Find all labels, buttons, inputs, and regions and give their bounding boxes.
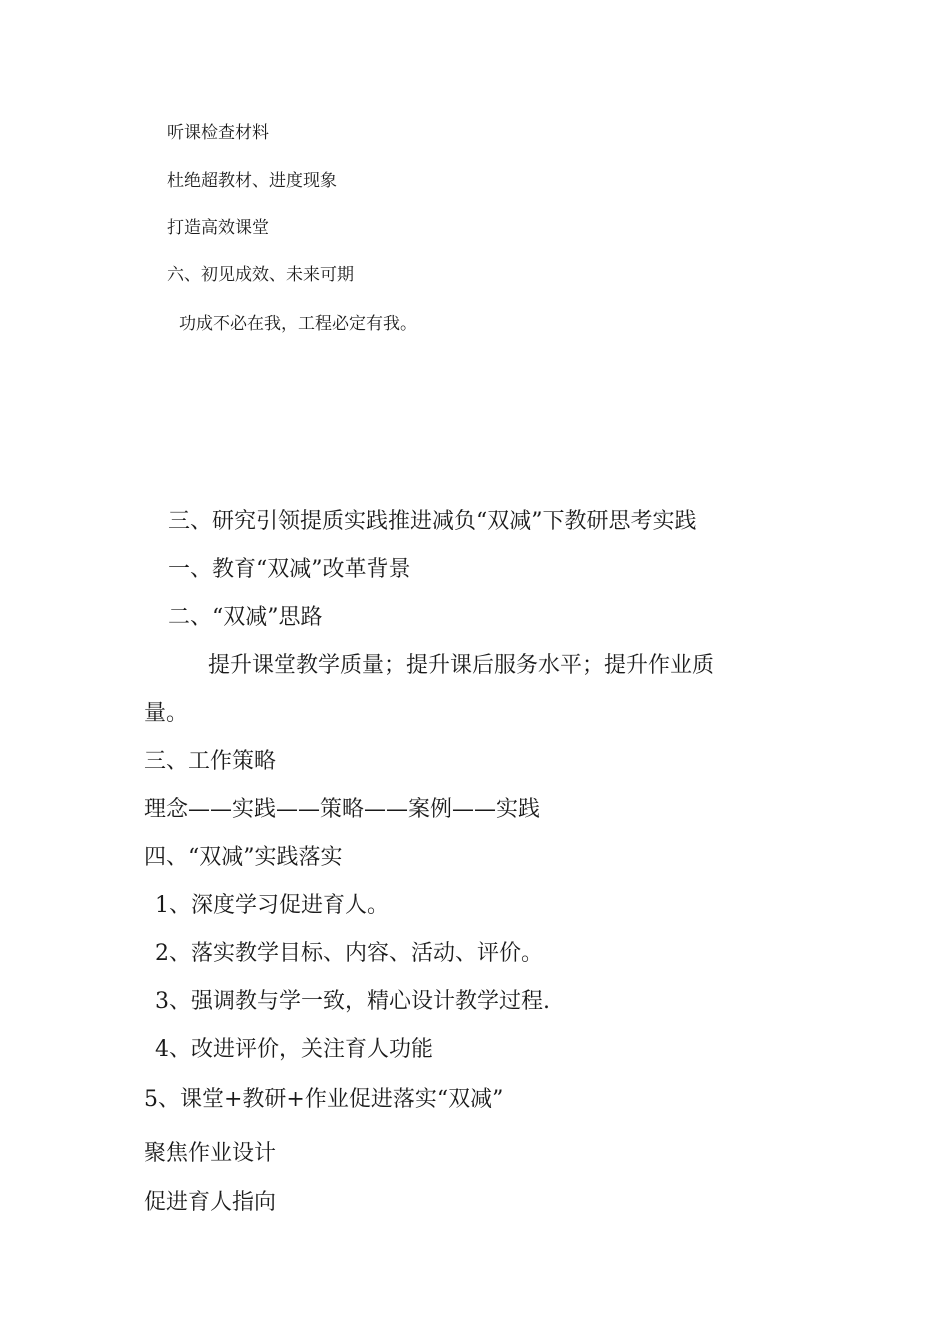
list-item: 3、强调教与学一致，精心设计教学过程.	[155, 989, 550, 1014]
list-item: 5、课堂+教研+作业促进落实“双减”	[144, 1087, 504, 1112]
section-heading: 一、教育“双减”改革背景	[168, 557, 411, 582]
list-item: 4、改进评价，关注育人功能	[155, 1037, 433, 1062]
text-line: 听课检查材料	[167, 123, 269, 143]
section-heading: 二、“双减”思路	[168, 605, 323, 630]
text-line: 打造高效课堂	[167, 218, 269, 238]
section-title: 三、研究引领提质实践推进减负“双减”下教研思考实践	[168, 509, 697, 534]
paragraph-text: 提升课堂教学质量；提升课后服务水平；提升作业质	[208, 653, 715, 678]
text-line: 功成不必在我，工程必定有我。	[179, 314, 417, 334]
section-heading: 三、工作策略	[144, 749, 277, 774]
text-line: 促进育人指向	[144, 1190, 277, 1215]
text-line: 杜绝超教材、进度现象	[167, 171, 337, 191]
paragraph-text: 量。	[144, 701, 189, 726]
section-heading: 四、“双减”实践落实	[144, 845, 343, 870]
list-item: 1、深度学习促进育人。	[155, 893, 389, 918]
section-heading: 六、初见成效、未来可期	[167, 265, 354, 285]
list-item: 2、落实教学目标、内容、活动、评价。	[155, 941, 543, 966]
text-line: 理念——实践——策略——案例——实践	[144, 797, 541, 822]
text-line: 聚焦作业设计	[144, 1141, 277, 1166]
